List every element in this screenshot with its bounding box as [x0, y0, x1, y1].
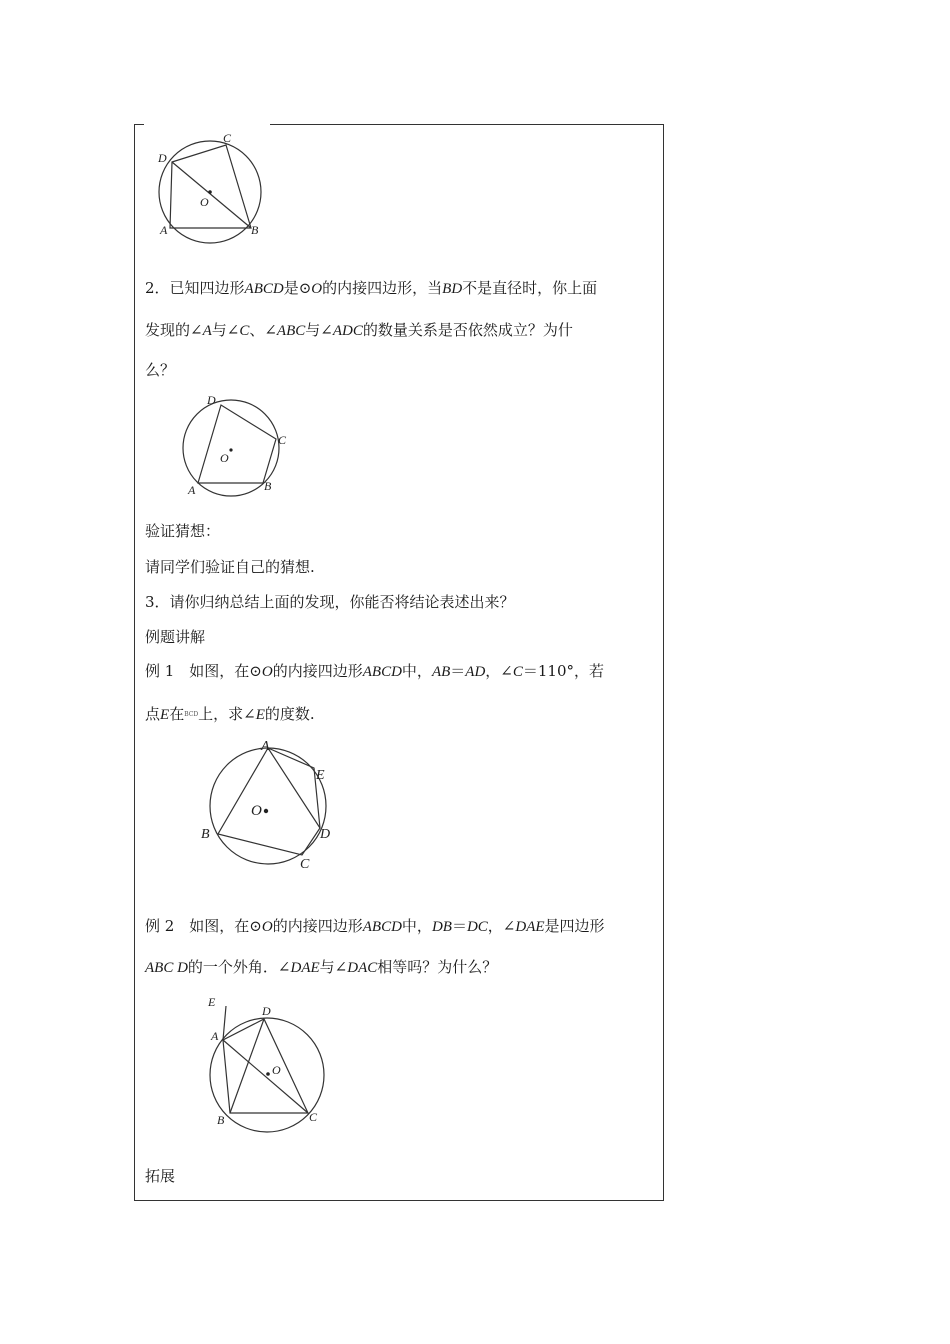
- figure-circle-bd-diameter: [150, 128, 290, 248]
- fig1-label-b: B: [251, 223, 259, 237]
- fig2-label-a: A: [188, 483, 196, 497]
- fig3-label-b: B: [201, 827, 210, 842]
- examples-title: 例题讲解: [145, 628, 206, 646]
- fig3-label-e: E: [316, 768, 325, 783]
- ex1-line1: 例 1 如图，在⊙O的内接四边形ABCD中，AB＝AD，∠C＝110°，若: [145, 662, 605, 680]
- q3-text: 3．请你归纳总结上面的发现，你能否将结论表述出来？: [145, 593, 515, 611]
- ex1-line2: 点E在BCD上，求∠E的度数.: [145, 705, 315, 723]
- fig2-label-d: D: [207, 393, 216, 407]
- fig4-label-b: B: [217, 1113, 225, 1127]
- q2-line1: 2．已知四边形ABCD是⊙O的内接四边形，当BD不是直径时，你上面: [145, 279, 598, 297]
- fig4-label-c: C: [309, 1110, 318, 1124]
- top-border-right: [270, 124, 663, 125]
- fig4-label-a: A: [211, 1029, 219, 1043]
- ex2-line1: 例 2 如图，在⊙O的内接四边形ABCD中，DB＝DC，∠DAE是四边形: [145, 917, 605, 935]
- fig2-label-b: B: [264, 479, 272, 493]
- extend-title: 拓展: [145, 1167, 176, 1185]
- fig1-label-c: C: [223, 131, 232, 145]
- fig1-label-o: O: [200, 195, 209, 209]
- q2-line2: 发现的∠A与∠C、∠ABC与∠ADC的数量关系是否依然成立？为什: [145, 321, 573, 339]
- figure-circle-general-quad: [175, 392, 315, 502]
- fig4-label-e: E: [208, 995, 216, 1009]
- fig4-label-o: O: [272, 1063, 281, 1077]
- fig1-label-d: D: [158, 151, 167, 165]
- fig4-label-d: D: [262, 1004, 271, 1018]
- top-border-left: [134, 124, 144, 125]
- figure-example2: [200, 992, 340, 1132]
- q2-line3: 么？: [145, 361, 176, 379]
- fig3-label-o: O: [251, 803, 262, 819]
- figure-example1: [198, 737, 358, 877]
- fig2-label-c: C: [278, 433, 287, 447]
- fig3-label-c: C: [300, 857, 310, 872]
- fig2-label-o: O: [220, 451, 229, 465]
- ex2-line2: ABC D的一个外角．∠DAE与∠DAC相等吗？为什么？: [145, 958, 498, 976]
- fig3-label-a: A: [261, 739, 270, 754]
- arc-bcd-label: BCD: [184, 711, 199, 718]
- fig1-label-a: A: [160, 223, 168, 237]
- verify-title: 验证猜想：: [145, 522, 221, 540]
- verify-text: 请同学们验证自己的猜想.: [145, 558, 315, 576]
- fig3-label-d: D: [320, 827, 331, 842]
